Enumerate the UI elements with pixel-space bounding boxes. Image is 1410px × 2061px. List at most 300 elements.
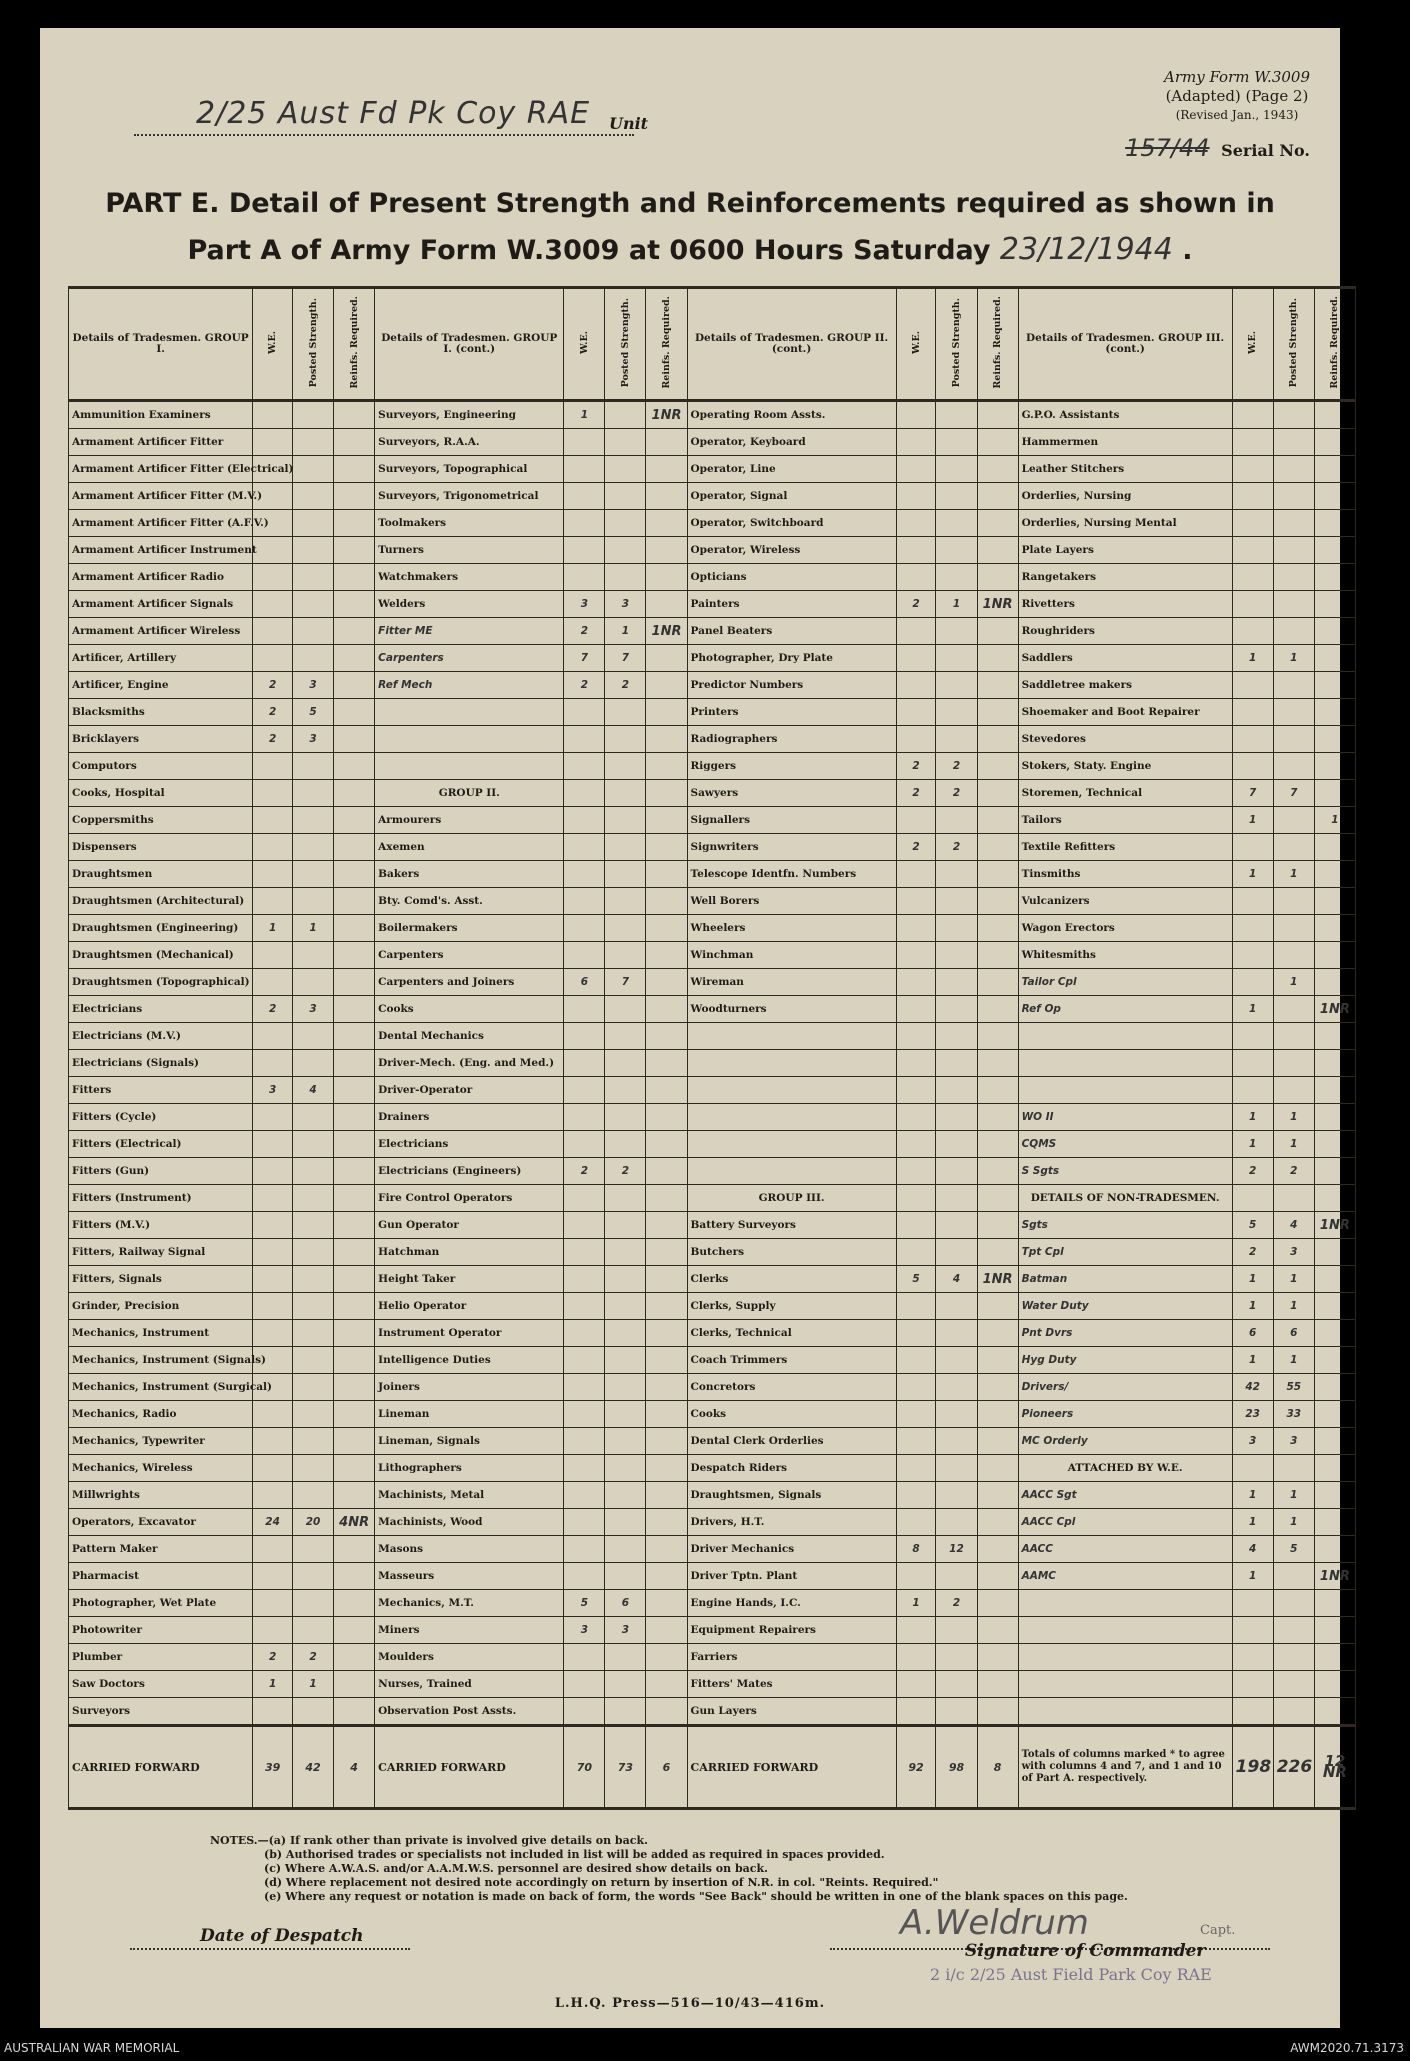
reinfs-value <box>977 1536 1018 1563</box>
trade-name: Rangetakers <box>1018 564 1232 591</box>
we-value: 2 <box>896 753 936 780</box>
posted-value <box>1273 537 1314 564</box>
trade-name: Engine Hands, I.C. <box>687 1590 896 1617</box>
we-value <box>564 1266 605 1293</box>
reinfs-value <box>646 510 687 537</box>
we-value <box>564 834 605 861</box>
reinfs-value <box>977 645 1018 672</box>
posted-value <box>936 1401 977 1428</box>
posted-value <box>293 1131 334 1158</box>
trade-name: Telescope Identfn. Numbers <box>687 861 896 888</box>
reinfs-value <box>1314 401 1355 429</box>
table-row <box>69 1509 1356 1536</box>
trade-name: Plumber <box>69 1644 253 1671</box>
cf-g1-posted: 42 <box>293 1726 334 1809</box>
posted-value <box>936 1698 977 1726</box>
table-row <box>69 645 1356 672</box>
trade-name: Mechanics, M.T. <box>375 1590 564 1617</box>
reinfs-value <box>977 1563 1018 1590</box>
trade-name: MC Orderly <box>1018 1428 1232 1455</box>
reinfs-value <box>646 1077 687 1104</box>
we-value: 1 <box>1232 1482 1273 1509</box>
reinfs-value <box>334 1401 375 1428</box>
we-value <box>564 429 605 456</box>
trade-name: Dispensers <box>69 834 253 861</box>
table-row <box>69 1239 1356 1266</box>
trade-name: Nurses, Trained <box>375 1671 564 1698</box>
form-revised: (Revised Jan., 1943) <box>1175 108 1299 122</box>
trade-name: Tinsmiths <box>1018 861 1232 888</box>
reinfs-value <box>977 1698 1018 1726</box>
posted-value <box>1273 915 1314 942</box>
posted-value <box>1273 429 1314 456</box>
we-value: 1 <box>1232 1347 1273 1374</box>
trade-name: Armourers <box>375 807 564 834</box>
table-row <box>69 483 1356 510</box>
posted-value: 7 <box>605 645 646 672</box>
trade-name: Driver Mechanics <box>687 1536 896 1563</box>
we-value <box>1232 699 1273 726</box>
cf-g1-we: 39 <box>253 1726 293 1809</box>
we-value <box>564 1239 605 1266</box>
posted-value: 1 <box>1273 1347 1314 1374</box>
trade-name: Surveyors, Trigonometrical <box>375 483 564 510</box>
note-d: (d) Where replacement not desired note accordingly on return by insertion of N.R. in col. "Reints. Required." <box>264 1876 939 1889</box>
reinfs-value <box>646 537 687 564</box>
we-value <box>564 1563 605 1590</box>
reinfs-value <box>1314 1104 1355 1131</box>
we-value <box>564 1482 605 1509</box>
posted-value <box>936 942 977 969</box>
posted-value <box>1273 699 1314 726</box>
posted-value <box>936 537 977 564</box>
title-line-2 <box>40 232 1340 267</box>
cf-g2-we: 70 <box>564 1726 605 1809</box>
posted-value: 2 <box>936 1590 977 1617</box>
reinfs-value <box>334 888 375 915</box>
trade-name: Saw Doctors <box>69 1671 253 1698</box>
reinfs-value <box>646 564 687 591</box>
posted-value <box>1273 1698 1314 1726</box>
posted-value <box>605 726 646 753</box>
we-value <box>564 807 605 834</box>
posted-value <box>605 942 646 969</box>
we-value <box>1232 672 1273 699</box>
trade-name <box>1018 1644 1232 1671</box>
trade-name: Armament Artificer Wireless <box>69 618 253 645</box>
reinfs-value <box>1314 1644 1355 1671</box>
we-value <box>564 1698 605 1726</box>
trade-name: Machinists, Metal <box>375 1482 564 1509</box>
reinfs-value <box>646 1185 687 1212</box>
posted-value <box>293 1158 334 1185</box>
reinfs-value <box>646 1266 687 1293</box>
table-row <box>69 1185 1356 1212</box>
posted-value <box>1273 1455 1314 1482</box>
reinfs-value: 1 <box>1314 807 1355 834</box>
we-value: 5 <box>564 1590 605 1617</box>
reinfs-value <box>334 1590 375 1617</box>
we-value <box>253 537 293 564</box>
posted-value <box>293 1185 334 1212</box>
reinfs-value <box>646 834 687 861</box>
posted-value <box>293 645 334 672</box>
reinfs-value <box>977 1401 1018 1428</box>
we-value: 23 <box>1232 1401 1273 1428</box>
table-row <box>69 672 1356 699</box>
trade-name: Cooks, Hospital <box>69 780 253 807</box>
reinfs-value <box>977 1158 1018 1185</box>
we-value <box>253 1266 293 1293</box>
we-value <box>564 564 605 591</box>
reinfs-value <box>1314 1374 1355 1401</box>
posted-value <box>936 1320 977 1347</box>
table-row <box>69 510 1356 537</box>
we-value <box>253 1023 293 1050</box>
we-value <box>253 429 293 456</box>
trade-name: Signwriters <box>687 834 896 861</box>
reinfs-value <box>977 780 1018 807</box>
reinfs-value <box>977 1023 1018 1050</box>
trade-name: Sgts <box>1018 1212 1232 1239</box>
posted-value: 1 <box>1273 969 1314 996</box>
posted-value <box>936 726 977 753</box>
table-row <box>69 780 1356 807</box>
reinfs-value <box>646 1428 687 1455</box>
posted-value: 4 <box>936 1266 977 1293</box>
we-value <box>896 1374 936 1401</box>
we-value <box>564 483 605 510</box>
table-row <box>69 726 1356 753</box>
trade-name: AACC Cpl <box>1018 1509 1232 1536</box>
posted-value <box>605 456 646 483</box>
reinfs-value <box>977 1509 1018 1536</box>
trade-name: Fitters, Railway Signal <box>69 1239 253 1266</box>
posted-value <box>1273 996 1314 1023</box>
we-value <box>896 1050 936 1077</box>
trade-name: Roughriders <box>1018 618 1232 645</box>
reinfs-value <box>1314 699 1355 726</box>
posted-value <box>605 1239 646 1266</box>
reinfs-value <box>646 1158 687 1185</box>
posted-value <box>293 1050 334 1077</box>
reinfs-value <box>646 1698 687 1726</box>
trade-name: Electricians (Signals) <box>69 1050 253 1077</box>
reinfs-value <box>334 861 375 888</box>
signature-rank: Capt. <box>1200 1923 1236 1938</box>
we-value <box>564 1401 605 1428</box>
posted-value <box>293 1617 334 1644</box>
we-value: 3 <box>253 1077 293 1104</box>
posted-value <box>936 1131 977 1158</box>
reinfs-value <box>334 807 375 834</box>
we-value: 42 <box>1232 1374 1273 1401</box>
trade-name: Driver Tptn. Plant <box>687 1563 896 1590</box>
we-value <box>253 1158 293 1185</box>
we-value <box>564 699 605 726</box>
trade-name: Operating Room Assts. <box>687 401 896 429</box>
posted-value: 33 <box>1273 1401 1314 1428</box>
we-value <box>896 1482 936 1509</box>
serial-value: 157/44 <box>1125 134 1210 162</box>
reinfs-value <box>334 1077 375 1104</box>
cf-label: CARRIED FORWARD <box>69 1726 253 1809</box>
posted-value <box>936 1374 977 1401</box>
posted-value <box>605 1428 646 1455</box>
trade-name: Lineman, Signals <box>375 1428 564 1455</box>
posted-value <box>936 1212 977 1239</box>
cf-label: CARRIED FORWARD <box>375 1726 564 1809</box>
we-value <box>253 1617 293 1644</box>
we-value: 2 <box>253 726 293 753</box>
trade-name: Whitesmiths <box>1018 942 1232 969</box>
reinfs-value <box>1314 591 1355 618</box>
reinfs-value <box>977 1212 1018 1239</box>
posted-value <box>1273 1563 1314 1590</box>
posted-value <box>936 1104 977 1131</box>
posted-value <box>293 1698 334 1726</box>
trade-name: Orderlies, Nursing Mental <box>1018 510 1232 537</box>
trade-name: Lineman <box>375 1401 564 1428</box>
we-value <box>1232 429 1273 456</box>
table-row <box>69 537 1356 564</box>
posted-value <box>293 753 334 780</box>
posted-value <box>605 1509 646 1536</box>
posted-value <box>605 1131 646 1158</box>
reinfs-value <box>977 861 1018 888</box>
trade-name: Electricians (Engineers) <box>375 1158 564 1185</box>
reinfs-value <box>646 1293 687 1320</box>
posted-value <box>1273 1023 1314 1050</box>
posted-value <box>1273 510 1314 537</box>
reinfs-value <box>646 861 687 888</box>
reinfs-value <box>1314 1401 1355 1428</box>
reinfs-value <box>646 1401 687 1428</box>
trade-name: DETAILS OF NON-TRADESMEN. <box>1018 1185 1232 1212</box>
table-row <box>69 996 1356 1023</box>
reinfs-value <box>646 1536 687 1563</box>
table-row <box>69 1401 1356 1428</box>
trade-name: Mechanics, Wireless <box>69 1455 253 1482</box>
trade-name: S Sgts <box>1018 1158 1232 1185</box>
reinfs-value <box>334 429 375 456</box>
we-value: 2 <box>1232 1158 1273 1185</box>
trade-name: Artificer, Artillery <box>69 645 253 672</box>
we-value <box>896 1131 936 1158</box>
we-value <box>253 618 293 645</box>
trade-name: Sawyers <box>687 780 896 807</box>
trade-name: Surveyors, Topographical <box>375 456 564 483</box>
reinfs-value <box>977 456 1018 483</box>
trade-name: Hyg Duty <box>1018 1347 1232 1374</box>
we-value: 1 <box>1232 1104 1273 1131</box>
posted-value <box>293 510 334 537</box>
posted-value <box>936 1050 977 1077</box>
posted-value <box>293 618 334 645</box>
reinfs-value <box>646 699 687 726</box>
trade-name: Artificer, Engine <box>69 672 253 699</box>
trade-name: Fitters (Gun) <box>69 1158 253 1185</box>
col-group2-cont: Details of Tradesmen. GROUP II. (cont.) <box>687 288 896 401</box>
reinfs-value: 1NR <box>1314 1563 1355 1590</box>
reinfs-value <box>646 1482 687 1509</box>
posted-value: 6 <box>1273 1320 1314 1347</box>
trade-name <box>1018 1050 1232 1077</box>
we-value <box>896 510 936 537</box>
trade-name: Fitters' Mates <box>687 1671 896 1698</box>
we-value <box>253 1185 293 1212</box>
we-value <box>253 834 293 861</box>
reinfs-value <box>334 1320 375 1347</box>
reinfs-value <box>977 753 1018 780</box>
cf-g3-reinfs: 8 <box>977 1726 1018 1809</box>
posted-value <box>1273 672 1314 699</box>
posted-value <box>605 996 646 1023</box>
reinfs-value <box>1314 834 1355 861</box>
table-row <box>69 1320 1356 1347</box>
we-value <box>896 1212 936 1239</box>
we-value <box>896 672 936 699</box>
reinfs-value <box>334 969 375 996</box>
trade-name: Draughtsmen (Topographical) <box>69 969 253 996</box>
reinfs-value <box>1314 483 1355 510</box>
reinfs-value <box>334 672 375 699</box>
we-value <box>564 1185 605 1212</box>
trade-name: Gun Operator <box>375 1212 564 1239</box>
trade-name: Toolmakers <box>375 510 564 537</box>
reinfs-value <box>977 401 1018 429</box>
we-value <box>896 915 936 942</box>
reinfs-value <box>334 456 375 483</box>
trade-name: Instrument Operator <box>375 1320 564 1347</box>
we-value <box>253 591 293 618</box>
reinfs-value <box>334 510 375 537</box>
reinfs-value <box>1314 780 1355 807</box>
col-reinfs: Reinfs. Required. <box>661 296 672 389</box>
reinfs-value <box>334 1563 375 1590</box>
reinfs-value <box>977 915 1018 942</box>
posted-value <box>605 1293 646 1320</box>
trade-name: Tpt Cpl <box>1018 1239 1232 1266</box>
trade-name: Shoemaker and Boot Repairer <box>1018 699 1232 726</box>
unit-stamp: 2 i/c 2/25 Aust Field Park Coy RAE <box>930 1965 1212 1984</box>
posted-value <box>605 537 646 564</box>
reinfs-value <box>1314 1536 1355 1563</box>
reinfs-value <box>334 564 375 591</box>
posted-value: 3 <box>293 996 334 1023</box>
we-value <box>896 1563 936 1590</box>
posted-value <box>293 1266 334 1293</box>
posted-value <box>605 1266 646 1293</box>
we-value <box>896 1644 936 1671</box>
trade-name: Surveyors, Engineering <box>375 401 564 429</box>
reinfs-value <box>646 807 687 834</box>
reinfs-value <box>646 1509 687 1536</box>
we-value <box>896 564 936 591</box>
cf-g3-posted: 98 <box>936 1726 977 1809</box>
trade-name: Surveyors, R.A.A. <box>375 429 564 456</box>
trade-name: Pioneers <box>1018 1401 1232 1428</box>
posted-value: 5 <box>1273 1536 1314 1563</box>
we-value <box>1232 888 1273 915</box>
posted-value <box>1273 483 1314 510</box>
table-body <box>69 401 1356 1726</box>
reinfs-value <box>334 1158 375 1185</box>
note-a: NOTES.—(a) If rank other than private is involved give details on back. <box>210 1834 648 1847</box>
trade-name: Operator, Line <box>687 456 896 483</box>
trade-name: Fire Control Operators <box>375 1185 564 1212</box>
posted-value <box>293 1428 334 1455</box>
posted-value <box>936 1617 977 1644</box>
posted-value <box>293 888 334 915</box>
reinfs-value <box>1314 1698 1355 1726</box>
posted-value <box>936 1077 977 1104</box>
posted-value: 1 <box>1273 1104 1314 1131</box>
posted-value <box>936 1455 977 1482</box>
we-value: 1 <box>1232 1131 1273 1158</box>
we-value <box>896 1158 936 1185</box>
trade-name: Pharmacist <box>69 1563 253 1590</box>
we-value: 1 <box>1232 807 1273 834</box>
trade-name: Mechanics, Typewriter <box>69 1428 253 1455</box>
reinfs-value <box>334 1617 375 1644</box>
trade-name: Concretors <box>687 1374 896 1401</box>
reinfs-value <box>334 1536 375 1563</box>
trade-name: Signallers <box>687 807 896 834</box>
trade-name: Woodturners <box>687 996 896 1023</box>
reinfs-value <box>977 1104 1018 1131</box>
posted-value <box>1273 401 1314 429</box>
reinfs-value <box>1314 1158 1355 1185</box>
reinfs-value <box>977 1185 1018 1212</box>
table-row <box>69 942 1356 969</box>
form-identifier <box>1164 68 1310 125</box>
reinfs-value <box>1314 861 1355 888</box>
table-row <box>69 1698 1356 1726</box>
total-we: 198 <box>1232 1726 1273 1809</box>
reinfs-value <box>977 537 1018 564</box>
reinfs-value <box>1314 888 1355 915</box>
reinfs-value <box>646 1050 687 1077</box>
reinfs-value <box>334 699 375 726</box>
trade-name: Coppersmiths <box>69 807 253 834</box>
we-value <box>1232 726 1273 753</box>
trade-name: Ref Op <box>1018 996 1232 1023</box>
note-b: (b) Authorised trades or specialists not included in list will be added as required in spaces provided. <box>264 1848 885 1861</box>
we-value <box>564 1131 605 1158</box>
title-period: . <box>1182 235 1193 266</box>
totals-note: Totals of columns marked * to agree with columns 4 and 7, and 1 and 10 of Part A. respectively. <box>1018 1726 1232 1809</box>
posted-value <box>293 807 334 834</box>
reinfs-value <box>334 618 375 645</box>
trade-name: Driver-Operator <box>375 1077 564 1104</box>
posted-value <box>936 401 977 429</box>
trade-name: Fitters (M.V.) <box>69 1212 253 1239</box>
trade-name: Electricians (M.V.) <box>69 1023 253 1050</box>
posted-value <box>605 1212 646 1239</box>
we-value <box>253 753 293 780</box>
reinfs-value <box>977 1644 1018 1671</box>
trade-name: Bricklayers <box>69 726 253 753</box>
cf-g2-reinfs: 6 <box>646 1726 687 1809</box>
posted-value <box>936 618 977 645</box>
trade-name: Armament Artificer Signals <box>69 591 253 618</box>
reinfs-value <box>334 726 375 753</box>
posted-value <box>293 942 334 969</box>
reinfs-value <box>646 672 687 699</box>
posted-value <box>605 1077 646 1104</box>
posted-value <box>936 915 977 942</box>
